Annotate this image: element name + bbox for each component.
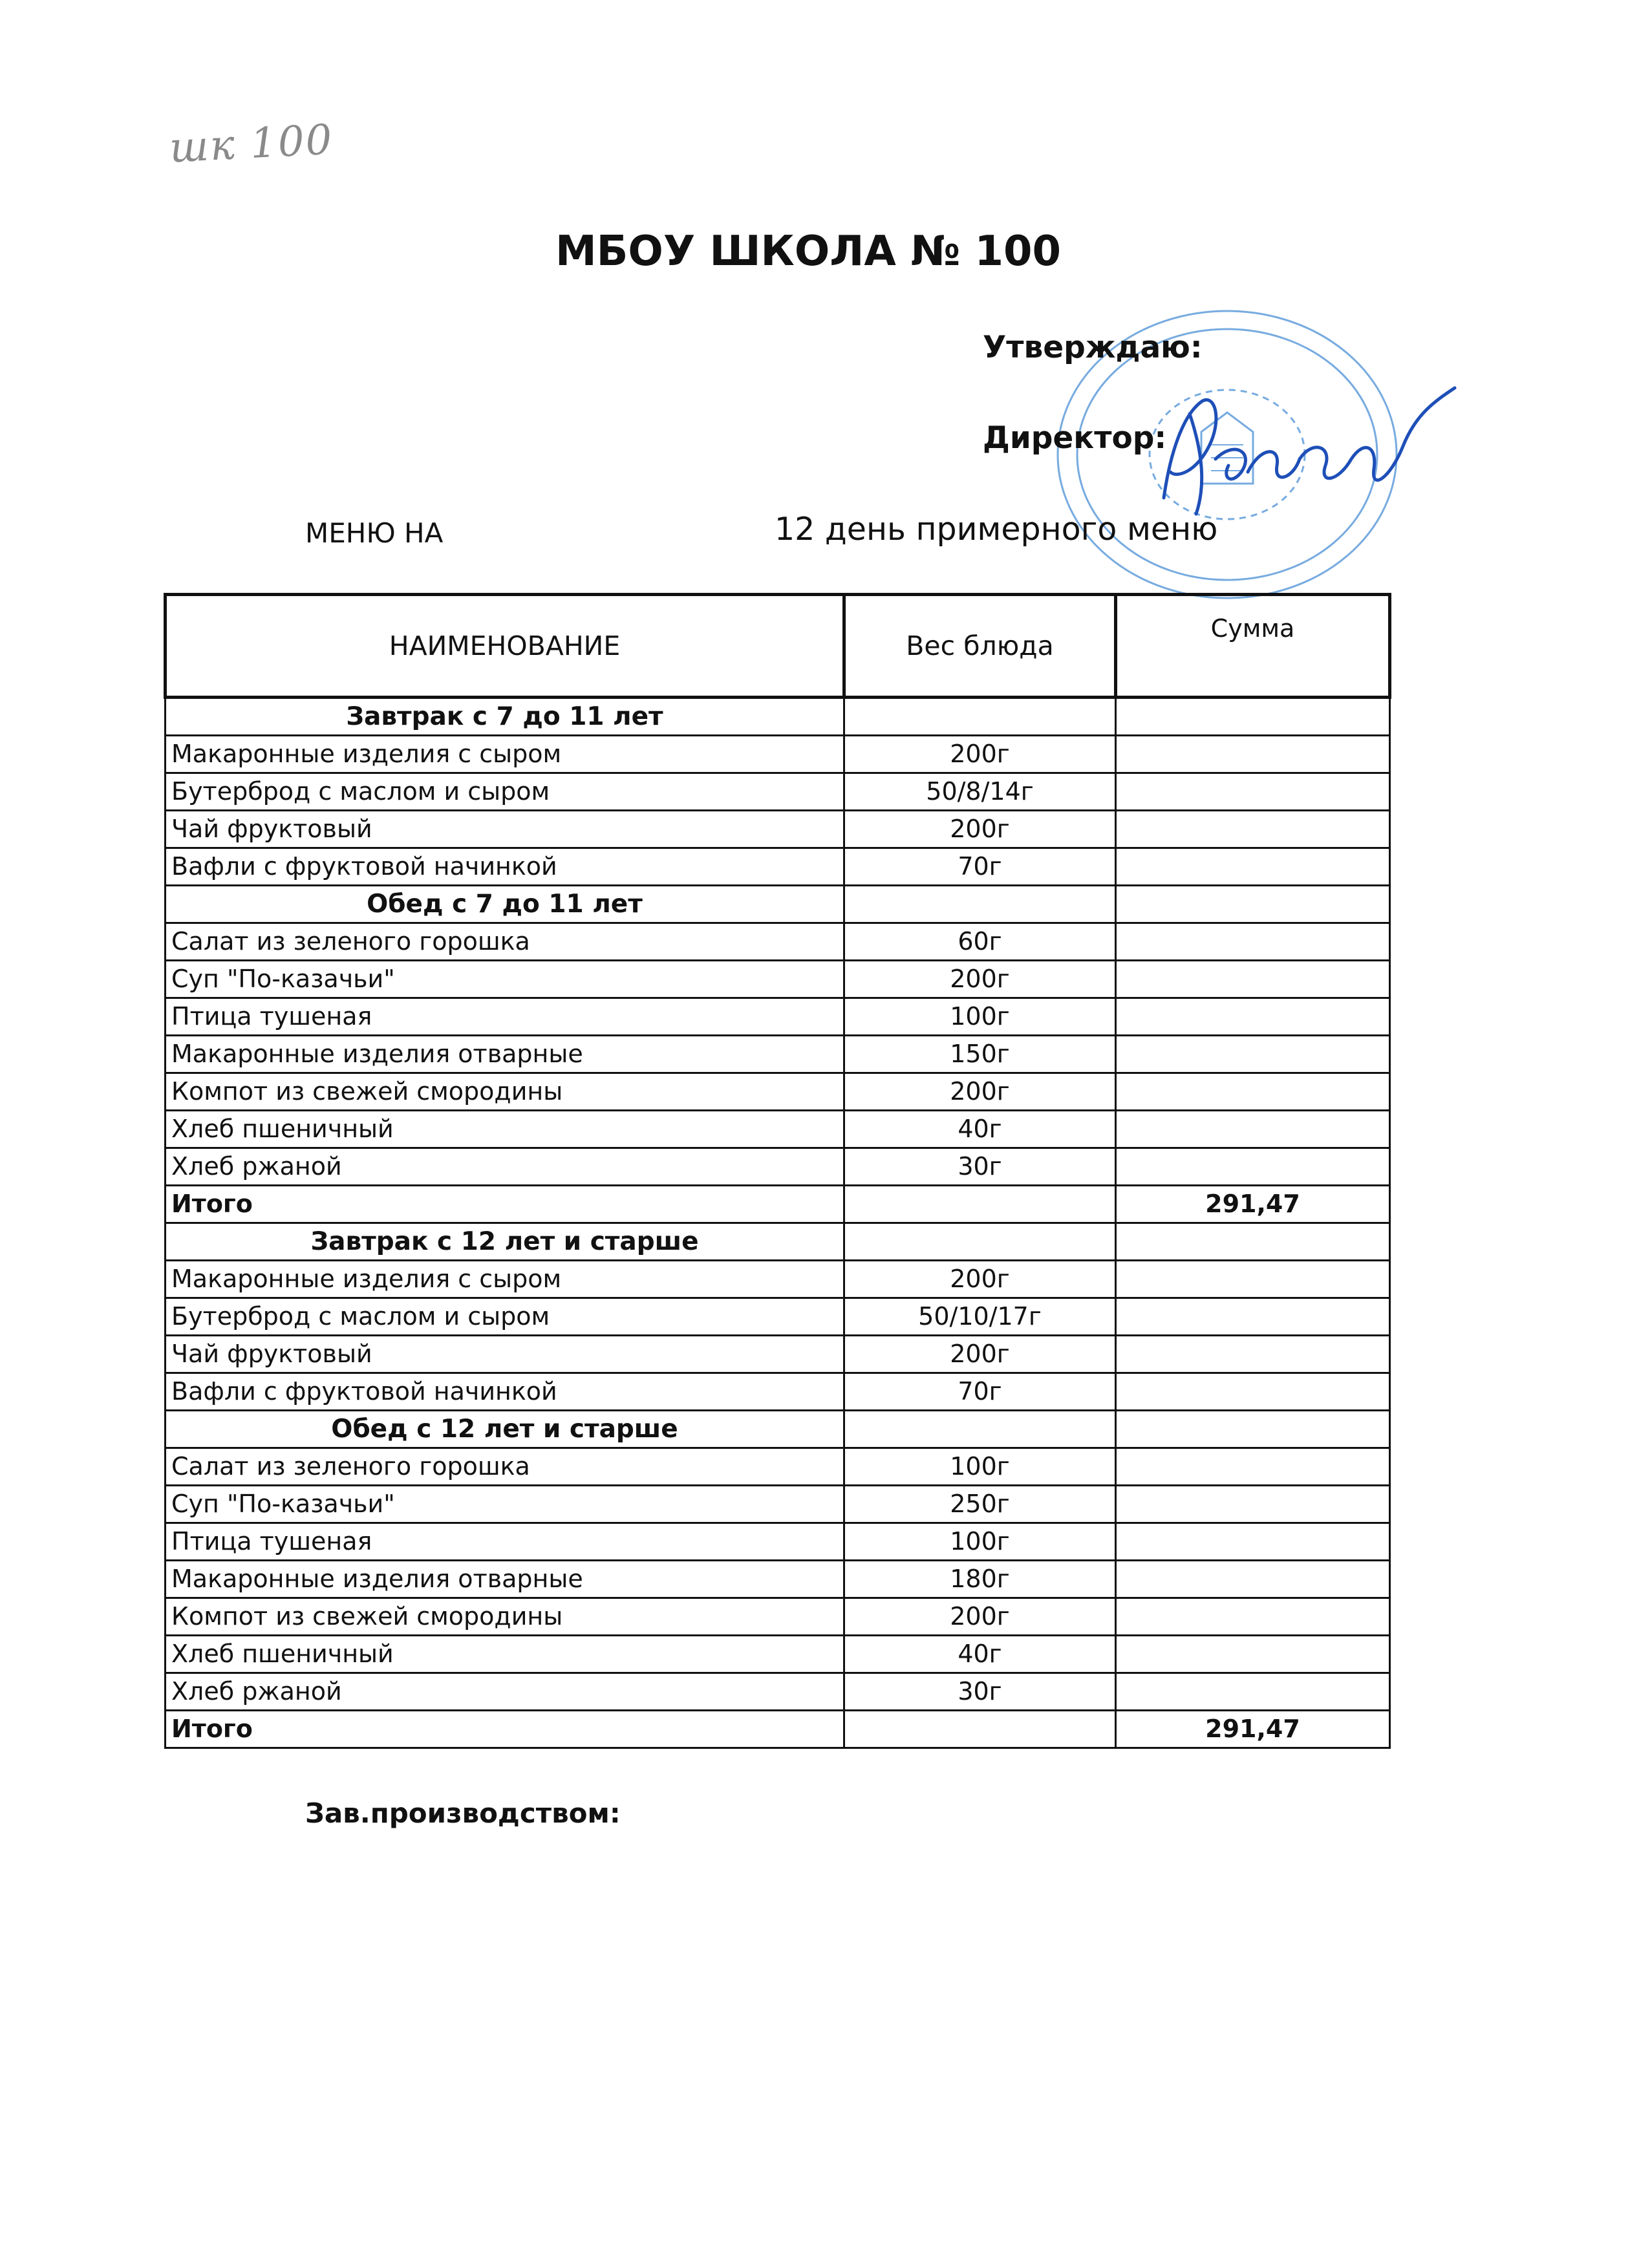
dish-name: Завтрак с 7 до 11 лет <box>166 698 844 736</box>
dish-sum <box>1116 1298 1390 1336</box>
dish-name: Макаронные изделия отварные <box>166 1036 844 1073</box>
table-section-row <box>166 698 1390 736</box>
dish-name: Обед с 7 до 11 лет <box>166 886 844 923</box>
footer-production-manager: Зав.производством: <box>305 1797 621 1829</box>
dish-sum <box>1116 1411 1390 1448</box>
table-row <box>166 998 1390 1036</box>
dish-weight: 30г <box>844 1673 1116 1711</box>
dish-sum <box>1116 1523 1390 1561</box>
dish-sum <box>1116 1373 1390 1411</box>
dish-name: Суп "По-казачьи" <box>166 961 844 998</box>
table-section-row <box>166 1411 1390 1448</box>
dish-weight: 70г <box>844 1373 1116 1411</box>
dish-weight: 100г <box>844 1448 1116 1486</box>
table-row <box>166 1111 1390 1148</box>
dish-name: Макаронные изделия отварные <box>166 1561 844 1598</box>
table-section-row <box>166 1223 1390 1261</box>
dish-name: Птица тушеная <box>166 998 844 1036</box>
table-row <box>166 1336 1390 1373</box>
dish-name: Бутерброд с маслом и сыром <box>166 1298 844 1336</box>
dish-weight: 200г <box>844 1073 1116 1111</box>
table-row <box>166 773 1390 811</box>
dish-sum <box>1116 1673 1390 1711</box>
dish-name: Салат из зеленого горошка <box>166 1448 844 1486</box>
menu-table <box>164 593 1391 1749</box>
dish-name: Птица тушеная <box>166 1523 844 1561</box>
approve-label: Утверждаю: <box>983 330 1203 365</box>
table-row <box>166 1486 1390 1523</box>
dish-weight: 150г <box>844 1036 1116 1073</box>
director-label: Директор: <box>983 420 1167 456</box>
dish-name: Компот из свежей смородины <box>166 1598 844 1636</box>
menu-table-body <box>166 698 1390 1748</box>
dish-sum: 291,47 <box>1116 1711 1390 1748</box>
dish-weight: 30г <box>844 1148 1116 1186</box>
dish-name: Хлеб пшеничный <box>166 1111 844 1148</box>
table-row <box>166 811 1390 848</box>
dish-weight <box>844 698 1116 736</box>
table-row <box>166 1148 1390 1186</box>
dish-weight: 200г <box>844 736 1116 773</box>
dish-sum <box>1116 1073 1390 1111</box>
dish-name: Обед с 12 лет и старше <box>166 1411 844 1448</box>
dish-weight <box>844 1186 1116 1223</box>
table-row <box>166 1298 1390 1336</box>
dish-name: Бутерброд с маслом и сыром <box>166 773 844 811</box>
dish-name: Хлеб ржаной <box>166 1148 844 1186</box>
dish-sum <box>1116 1111 1390 1148</box>
table-row <box>166 1261 1390 1298</box>
dish-name: Чай фруктовый <box>166 1336 844 1373</box>
dish-weight: 50/10/17г <box>844 1298 1116 1336</box>
dish-name: Макаронные изделия с сыром <box>166 1261 844 1298</box>
table-row <box>166 1598 1390 1636</box>
table-row <box>166 848 1390 886</box>
dish-weight: 40г <box>844 1111 1116 1148</box>
table-section-row <box>166 886 1390 923</box>
dish-sum <box>1116 773 1390 811</box>
dish-name: Хлеб ржаной <box>166 1673 844 1711</box>
dish-weight: 200г <box>844 811 1116 848</box>
dish-weight: 200г <box>844 1261 1116 1298</box>
dish-name: Суп "По-казачьи" <box>166 1486 844 1523</box>
dish-name: Макаронные изделия с сыром <box>166 736 844 773</box>
table-row <box>166 961 1390 998</box>
dish-sum <box>1116 1148 1390 1186</box>
dish-sum <box>1116 1561 1390 1598</box>
dish-sum <box>1116 923 1390 961</box>
menu-label: МЕНЮ НА <box>305 517 444 549</box>
dish-sum <box>1116 848 1390 886</box>
dish-sum <box>1116 1261 1390 1298</box>
header-name: НАИМЕНОВАНИЕ <box>166 595 844 698</box>
table-row <box>166 1561 1390 1598</box>
school-title: МБОУ ШКОЛА № 100 <box>555 228 1062 275</box>
dish-name: Завтрак с 12 лет и старше <box>166 1223 844 1261</box>
dish-weight <box>844 1223 1116 1261</box>
dish-sum <box>1116 736 1390 773</box>
table-row <box>166 1036 1390 1073</box>
dish-sum <box>1116 1036 1390 1073</box>
dish-sum <box>1116 998 1390 1036</box>
dish-weight: 200г <box>844 1336 1116 1373</box>
dish-weight: 200г <box>844 1598 1116 1636</box>
dish-weight: 60г <box>844 923 1116 961</box>
table-row <box>166 1636 1390 1673</box>
dish-sum <box>1116 886 1390 923</box>
dish-name: Чай фруктовый <box>166 811 844 848</box>
dish-sum <box>1116 698 1390 736</box>
dish-name: Вафли с фруктовой начинкой <box>166 848 844 886</box>
dish-name: Компот из свежей смородины <box>166 1073 844 1111</box>
header-weight: Вес блюда <box>844 595 1116 698</box>
dish-weight: 100г <box>844 1523 1116 1561</box>
table-row <box>166 1673 1390 1711</box>
dish-name: Хлеб пшеничный <box>166 1636 844 1673</box>
dish-weight: 40г <box>844 1636 1116 1673</box>
dish-weight <box>844 1711 1116 1748</box>
dish-weight: 180г <box>844 1561 1116 1598</box>
handwritten-note: шк 100 <box>168 116 335 173</box>
dish-weight <box>844 886 1116 923</box>
dish-weight <box>844 1411 1116 1448</box>
dish-name: Вафли с фруктовой начинкой <box>166 1373 844 1411</box>
dish-name: Итого <box>166 1186 844 1223</box>
dish-sum <box>1116 811 1390 848</box>
dish-name: Салат из зеленого горошка <box>166 923 844 961</box>
dish-sum <box>1116 1223 1390 1261</box>
dish-weight: 100г <box>844 998 1116 1036</box>
dish-sum <box>1116 1486 1390 1523</box>
table-row <box>166 1073 1390 1111</box>
table-header-row <box>166 595 1390 698</box>
table-total-row <box>166 1186 1390 1223</box>
menu-day: 12 день примерного меню <box>775 511 1218 548</box>
header-sum: Сумма <box>1116 595 1390 698</box>
table-row <box>166 1523 1390 1561</box>
dish-sum <box>1116 961 1390 998</box>
table-row <box>166 736 1390 773</box>
dish-sum <box>1116 1448 1390 1486</box>
dish-name: Итого <box>166 1711 844 1748</box>
table-row <box>166 1448 1390 1486</box>
dish-weight: 200г <box>844 961 1116 998</box>
dish-sum <box>1116 1336 1390 1373</box>
table-row <box>166 1373 1390 1411</box>
dish-sum <box>1116 1636 1390 1673</box>
dish-weight: 50/8/14г <box>844 773 1116 811</box>
dish-weight: 250г <box>844 1486 1116 1523</box>
dish-weight: 70г <box>844 848 1116 886</box>
dish-sum: 291,47 <box>1116 1186 1390 1223</box>
table-total-row <box>166 1711 1390 1748</box>
dish-sum <box>1116 1598 1390 1636</box>
table-row <box>166 923 1390 961</box>
